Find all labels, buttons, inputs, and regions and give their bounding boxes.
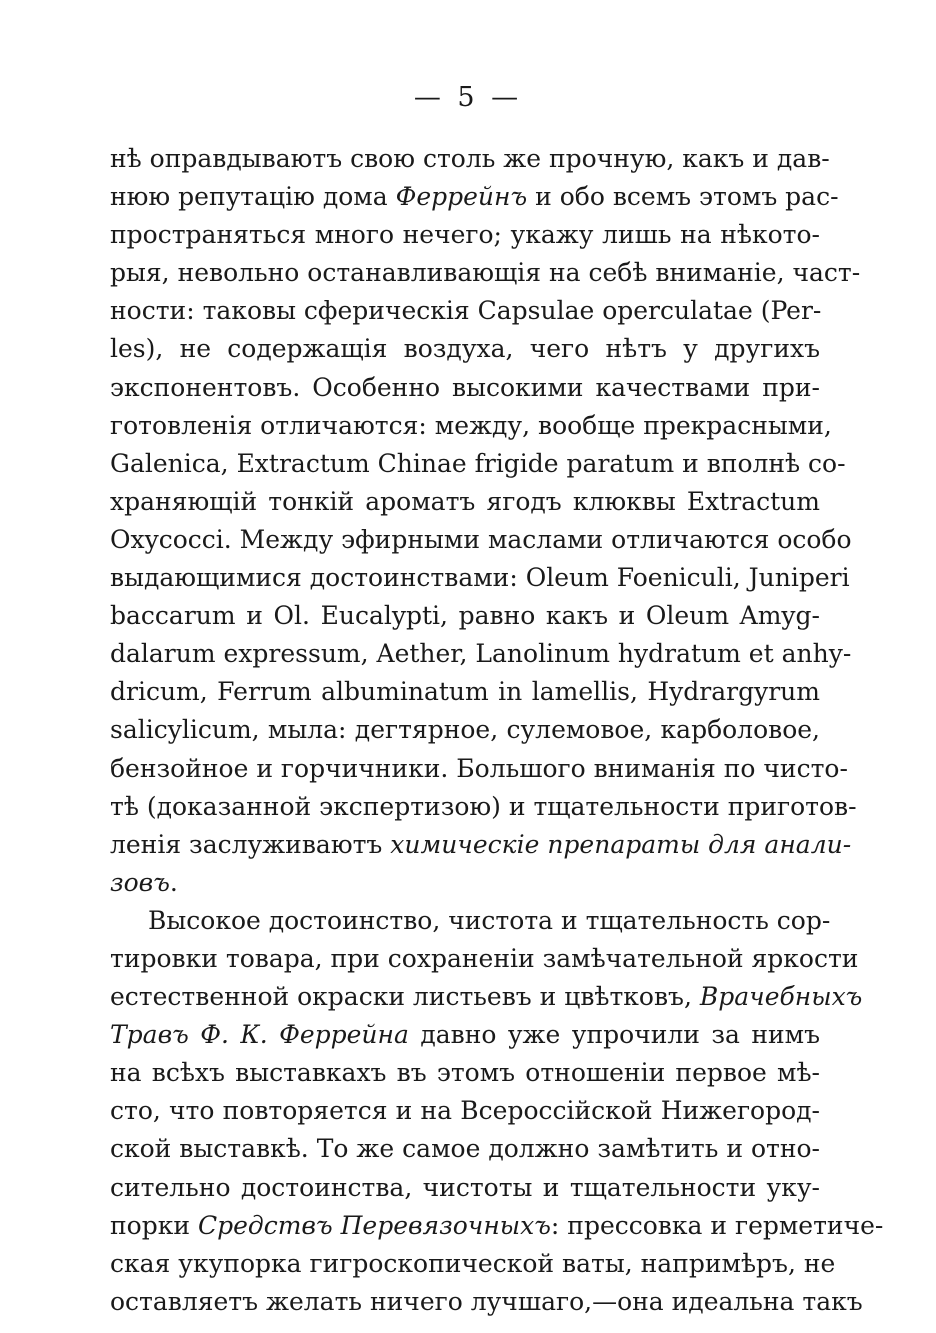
text-run: храняющій тонкій ароматъ ягодъ клюквы Extractum (110, 486, 820, 516)
text-run: baccarum и Ol. Eucalypti, равно какъ и Oleum Amyg- (110, 601, 820, 631)
text-run: рыя, невольно останавливающія на себѣ вниманіе, част- (110, 258, 861, 288)
text-line (110, 711, 820, 749)
italic-text: Средствъ Перевязочныхъ (197, 1210, 551, 1240)
text-line (110, 1054, 820, 1092)
paragraph (110, 902, 884, 1321)
text-run: ности: таковы сферическія Capsulae operculatae (Per- (110, 296, 822, 326)
text-line (110, 292, 820, 330)
text-line (110, 902, 831, 940)
text-run: нюю репутацію дома (110, 182, 396, 212)
text-line (110, 407, 832, 445)
text-line (110, 1283, 863, 1321)
text-run: оставляетъ желать ничего лучшаго,—она идеальна такъ (110, 1286, 863, 1316)
text-line (110, 673, 820, 711)
text-line (110, 1207, 884, 1245)
text-line (110, 1169, 820, 1207)
text-run: сительно достоинства, чистоты и тщательности уку- (110, 1172, 820, 1202)
text-run: экспонентовъ. Особенно высокими качествами при- (110, 372, 820, 402)
text-run: : прессовка и герметиче- (550, 1210, 884, 1240)
text-line (110, 140, 830, 178)
text-line (110, 178, 839, 216)
text-run: сто, что повторяется и на Всероссійской Нижегород- (110, 1096, 820, 1126)
text-line (110, 750, 848, 788)
body-text (110, 140, 884, 1321)
text-run: Galenica, Extractum Chinae frigide paratum и вполнѣ со- (110, 448, 846, 478)
text-run: dricum, Ferrum albuminatum in lamellis, Hydrargyrum (110, 677, 820, 707)
italic-text: Врачебныхъ (699, 982, 863, 1012)
text-line (110, 559, 850, 597)
text-line (110, 1016, 820, 1054)
text-run: тировки товара, при сохраненіи замѣчательной яркости (110, 943, 859, 973)
text-line (110, 940, 859, 978)
text-line (110, 864, 820, 902)
text-line (110, 254, 861, 292)
paragraph (110, 140, 861, 902)
italic-text: зовъ (110, 867, 170, 897)
text-run: пространяться много нечего; укажу лишь на нѣкото- (110, 220, 820, 250)
text-run: ской выставкѣ. То же самое должно замѣтить и отно- (110, 1134, 820, 1164)
text-run: salicylicum, мыла: дегтярное, сулемовое, карболовое, (110, 715, 820, 745)
text-run: les), не содержащія воздуха, чего нѣтъ у другихъ (110, 334, 820, 364)
text-run: на всѣхъ выставкахъ въ этомъ отношеніи первое мѣ- (110, 1058, 820, 1088)
text-line (110, 1130, 820, 1168)
text-line (110, 521, 852, 559)
text-run: Oxycocci. Между эфирными маслами отличаются особо (110, 524, 852, 554)
text-run: выдающимися достоинствами: Oleum Foeniculi, Juniperi (110, 563, 850, 593)
text-line (110, 788, 857, 826)
text-run: тѣ (доказанной экспертизою) и тщательности приготов- (110, 791, 857, 821)
text-run: нѣ оправдываютъ свою столь же прочную, какъ и дав- (110, 144, 830, 173)
text-run: и обо всемъ этомъ рас- (527, 182, 839, 212)
page-number: — 5 — (413, 82, 523, 113)
text-run: давно уже упрочили за нимъ (408, 1020, 821, 1050)
text-line (110, 216, 820, 254)
text-line (110, 826, 852, 864)
text-run: естественной окраски листьевъ и цвѣтковъ, (110, 982, 700, 1012)
text-line (110, 1092, 820, 1130)
text-run: готовленія отличаются: между, вообще прекрасными, (110, 410, 832, 440)
text-run: бензойное и горчичники. Большого вниманія по чисто- (110, 753, 848, 783)
text-line (110, 369, 820, 407)
italic-text: химическіе препараты для анали- (390, 829, 852, 859)
text-line (110, 330, 820, 368)
text-run: ская укупорка гигроскопической ваты, напримѣръ, не (110, 1248, 836, 1278)
text-run: порки (110, 1210, 198, 1240)
italic-text: Травъ Ф. К. Феррейна (110, 1020, 409, 1050)
text-line (110, 445, 846, 483)
text-run: Высокое достоинство, чистота и тщательность сор- (148, 905, 831, 935)
text-run: ленія заслуживаютъ (110, 829, 391, 859)
text-run: dalarum expressum, Aether, Lanolinum hydratum et anhy- (110, 639, 852, 669)
text-line (110, 635, 852, 673)
text-line (110, 978, 863, 1016)
text-line (110, 597, 820, 635)
text-run: . (169, 867, 178, 897)
text-line (110, 483, 820, 521)
text-line (110, 1245, 836, 1283)
italic-text: Феррейнъ (395, 182, 528, 212)
